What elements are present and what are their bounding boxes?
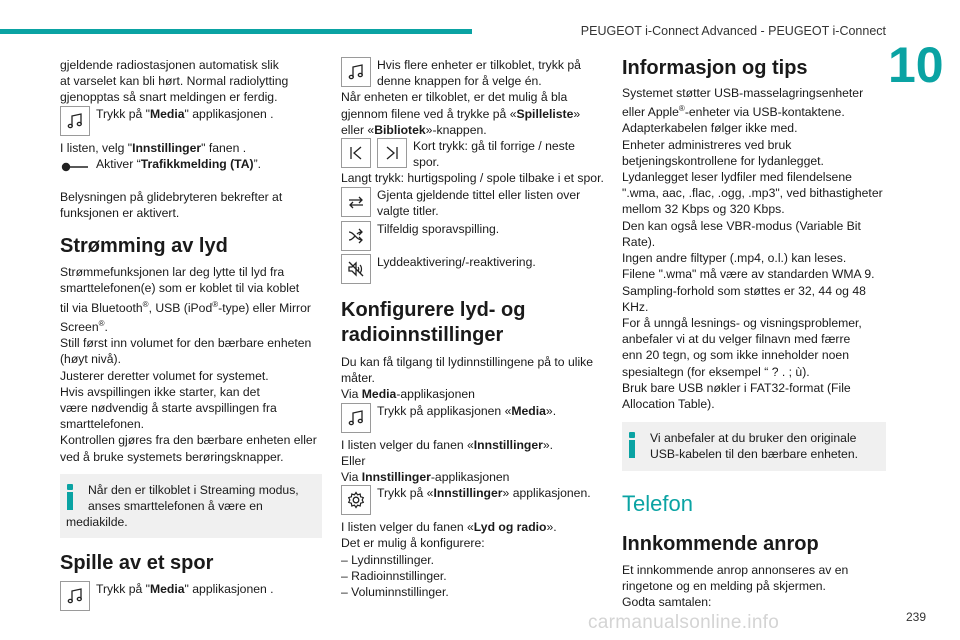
text: I listen velger du fanen « — [341, 437, 474, 452]
text-line: anbefaler vi at du velger filnavn med færre — [622, 332, 851, 347]
text-line: (høyt nivå). — [60, 352, 121, 367]
text-line: Hvis flere enheter er tilkoblet, trykk på — [377, 58, 581, 72]
heading-info-tips: Informasjon og tips — [622, 57, 808, 79]
paragraph — [341, 89, 606, 138]
text-line: ved å bruke systemets berøringsknapper. — [60, 449, 284, 464]
heading-play-track: Spille av et spor — [60, 552, 214, 575]
paragraph: Langt trykk: hurtigspoling / spole tilbake i et spor. — [341, 171, 604, 186]
settings-tab-label: Innstillinger — [473, 437, 543, 452]
text: -type) eller Mirror — [218, 300, 311, 315]
text: Trykk på « — [377, 486, 434, 501]
chapter-number: 10 — [888, 37, 944, 93]
text-line: Hvis avspillingen ikke starter, kan det — [60, 384, 260, 399]
text-line: ringetone og en melding på skjermen. — [622, 578, 826, 593]
music-note-icon[interactable] — [60, 106, 90, 136]
mute-instruction — [341, 254, 606, 284]
text: " fanen . — [201, 140, 247, 155]
text-line: være nødvendig å starte avspillingen fra — [60, 400, 277, 415]
text-line: spor. — [413, 155, 440, 170]
heading-line: Konfigurere lyd- og — [341, 299, 526, 322]
media-label: Media — [150, 582, 185, 597]
list-item: – Voluminnstillinger. — [341, 585, 449, 600]
settings-label: Innstillinger — [361, 470, 431, 485]
paragraph — [341, 519, 606, 600]
ta-instruction — [60, 156, 322, 178]
library-label: Bibliotek — [374, 122, 426, 137]
media-label: Media — [150, 106, 185, 121]
text-line: smarttelefonen. — [60, 417, 145, 432]
text-line: Adapterkabelen følger ikke med. — [622, 121, 798, 136]
info-box-continued — [60, 514, 322, 538]
text-line: smarttelefonen(e) som er koblet til via koblet — [60, 281, 300, 296]
text-line: Sampling-forhold som støttes er 32, 44 og 48 — [622, 283, 866, 298]
text-line: Bruk bare USB nøkler i FAT32-format (File — [622, 380, 851, 395]
running-header: PEUGEOT i-Connect Advanced - PEUGEOT i-Connect — [580, 24, 886, 38]
repeat-icon[interactable] — [341, 187, 371, 217]
text: " applikasjonen . — [184, 106, 274, 121]
text-line: mellom 32 Kbps og 320 Kbps. — [622, 202, 785, 217]
text-line: betjeningskontrollene for lydanlegget. — [622, 153, 824, 168]
paragraph — [60, 189, 322, 221]
text: »-knappen. — [425, 122, 487, 137]
text-line: USB-kabelen til den bærbare enheten. — [650, 447, 858, 462]
paragraph — [622, 85, 886, 412]
text-line: at varselet kan bli hørt. Normal radiolytting — [60, 74, 289, 89]
play-instruction — [60, 581, 322, 611]
text-line: måter. — [341, 371, 375, 386]
registered-mark: ® — [98, 318, 105, 328]
text-line: ".wma, aac, .flac, .ogg, .mp3", ved bithastigheter — [622, 186, 883, 201]
info-icon — [66, 482, 74, 510]
text-line: Ingen andre filtyper (.mp4, o.l.) kan leses. — [622, 251, 847, 266]
text: Trykk på applikasjonen « — [377, 403, 512, 418]
paragraph — [341, 437, 606, 486]
paragraph — [60, 264, 322, 465]
text-line: Enheter administreres ved bruk — [622, 137, 792, 152]
text-line: Lydanlegget leser lydfiler med filendelsene — [622, 170, 852, 185]
text-line: Når den er tilkoblet i Streaming modus, — [88, 482, 299, 497]
text: -applikasjonen — [430, 470, 510, 485]
media-instruction — [60, 106, 322, 136]
text: » applikasjonen. — [502, 486, 591, 501]
list-item: – Lydinnstillinger. — [341, 552, 435, 567]
column-3 — [622, 57, 886, 610]
paragraph — [341, 354, 606, 403]
header-accent-bar — [0, 29, 472, 34]
text: Lyddeaktivering/-reaktivering. — [377, 255, 536, 270]
text-line: valgte titler. — [377, 203, 439, 218]
text-line: gjeldende radiostasjonen automatisk slik — [60, 58, 279, 72]
text-line: Vi anbefaler at du bruker den originale — [650, 431, 857, 446]
heading-configure — [341, 298, 606, 348]
heading-streaming: Strømming av lyd — [60, 235, 228, 258]
text: gjennom filene ved å trykke på « — [341, 106, 517, 121]
text: I listen velger du fanen « — [341, 520, 474, 535]
text: ». — [542, 437, 554, 452]
traffic-message-label: Trafikkmelding (TA) — [140, 156, 254, 171]
heading-line: radioinnstillinger — [341, 324, 504, 347]
text: -enheter via USB-kontaktene. — [684, 105, 845, 120]
text-line: gjenopptas så snart meldingen er ferdig. — [60, 90, 278, 105]
text-line: funksjonen er aktivert. — [60, 206, 180, 221]
paragraph — [622, 562, 886, 611]
text: Via — [341, 387, 362, 402]
text: Via — [341, 470, 362, 485]
text: ». — [545, 403, 557, 418]
text-line: Godta samtalen: — [622, 594, 712, 609]
text: . — [104, 319, 108, 334]
text: » — [573, 106, 581, 121]
text-line: Du kan få tilgang til lydinnstillingene på to ulike — [341, 355, 594, 370]
text: , USB (iPod — [148, 300, 213, 315]
registered-mark: ® — [142, 299, 149, 309]
text: ». — [546, 520, 557, 535]
music-note-icon[interactable] — [60, 581, 90, 611]
info-box-usb-cable — [622, 422, 886, 470]
text: Aktiver “ — [96, 156, 141, 171]
text-line: Kontrollen gjøres fra den bærbare enheten eller — [60, 433, 317, 448]
skip-instruction — [341, 138, 606, 170]
text: eller « — [341, 122, 375, 137]
text-line: Eller — [341, 453, 366, 468]
text-line: anses smarttelefonen å være en — [88, 498, 263, 513]
text-line: denne knappen for å velge én. — [377, 74, 542, 89]
shuffle-instruction — [341, 221, 606, 251]
text-line: Systemet støtter USB-masselagringsenheter — [622, 86, 864, 100]
gear-icon[interactable] — [341, 485, 371, 515]
watermark: carmanualsonline.info — [588, 612, 780, 633]
multi-device-instruction — [341, 57, 606, 89]
registered-mark: ® — [212, 299, 219, 309]
press-settings-instruction — [341, 485, 606, 515]
shuffle-icon[interactable] — [341, 221, 371, 251]
paragraph — [60, 140, 322, 156]
music-note-icon[interactable] — [341, 403, 371, 433]
settings-tab-label: Innstillinger — [132, 140, 202, 155]
text-line: Filene ".wma" må være av standarden WMA 9. — [622, 267, 875, 282]
text: Screen — [60, 319, 99, 334]
heading-incoming-call: Innkommende anrop — [622, 532, 819, 555]
skip-next-icon[interactable] — [377, 138, 407, 168]
text-line: Belysningen på glidebryteren bekrefter at — [60, 189, 283, 204]
text-line: Still først inn volumet for den bærbare enheten — [60, 336, 312, 351]
text: ”. — [253, 156, 262, 171]
text-line: mediakilde. — [66, 515, 128, 530]
heading-telephone: Telefon — [622, 490, 693, 516]
text: Trykk på " — [96, 582, 150, 597]
media-label: Media — [511, 403, 546, 418]
settings-label: Innstillinger — [433, 486, 503, 501]
column-2 — [341, 57, 606, 600]
text: Tilfeldig sporavspilling. — [377, 222, 500, 237]
text-line: spesialtegn (for eksempel “ ? . ; ù). — [622, 364, 810, 379]
text-line: Et innkommende anrop annonseres av en — [622, 562, 849, 577]
music-note-icon[interactable] — [341, 57, 371, 87]
text-line: For å unngå lesnings- og visningsproblemer, — [622, 315, 862, 330]
registered-mark: ® — [678, 104, 685, 114]
text: Trykk på " — [96, 106, 150, 121]
page-number: 239 — [905, 610, 926, 624]
press-media-instruction — [341, 403, 606, 433]
info-icon — [628, 430, 636, 458]
text-line: Gjenta gjeldende tittel eller listen over — [377, 187, 581, 202]
repeat-instruction — [341, 187, 606, 219]
text-line: enn 20 tegn, og som ikke inneholder noen — [622, 348, 849, 363]
skip-previous-icon[interactable] — [341, 138, 371, 168]
text-line: Strømmefunksjonen lar deg lytte til lyd fra — [60, 265, 285, 280]
text-line: Den kan også lese VBR-modus (Variable Bit — [622, 218, 861, 233]
text-line: Allocation Table). — [622, 396, 715, 411]
text: I listen, velg " — [60, 140, 133, 155]
text: eller Apple — [622, 105, 679, 120]
text-line: Rate). — [622, 234, 656, 249]
playlist-label: Spilleliste — [516, 106, 574, 121]
text-line: Det er mulig å konfigurere: — [341, 536, 485, 551]
text-line: Kort trykk: gå til forrige / neste — [413, 139, 575, 154]
text-line: Justerer deretter volumet for systemet. — [60, 368, 269, 383]
text-line: Når enheten er tilkoblet, er det mulig å bla — [341, 90, 568, 105]
text: " applikasjonen . — [184, 582, 274, 597]
mute-icon[interactable] — [341, 254, 371, 284]
column-1 — [60, 57, 322, 611]
toggle-switch-icon[interactable] — [60, 156, 90, 178]
text: -applikasjonen — [396, 387, 475, 402]
list-item: – Radioinnstillinger. — [341, 568, 447, 583]
text-line: KHz. — [622, 299, 649, 314]
text: til via Bluetooth — [60, 300, 143, 315]
media-label: Media — [361, 387, 397, 402]
sound-radio-label: Lyd og radio — [473, 520, 547, 535]
paragraph — [60, 57, 322, 106]
